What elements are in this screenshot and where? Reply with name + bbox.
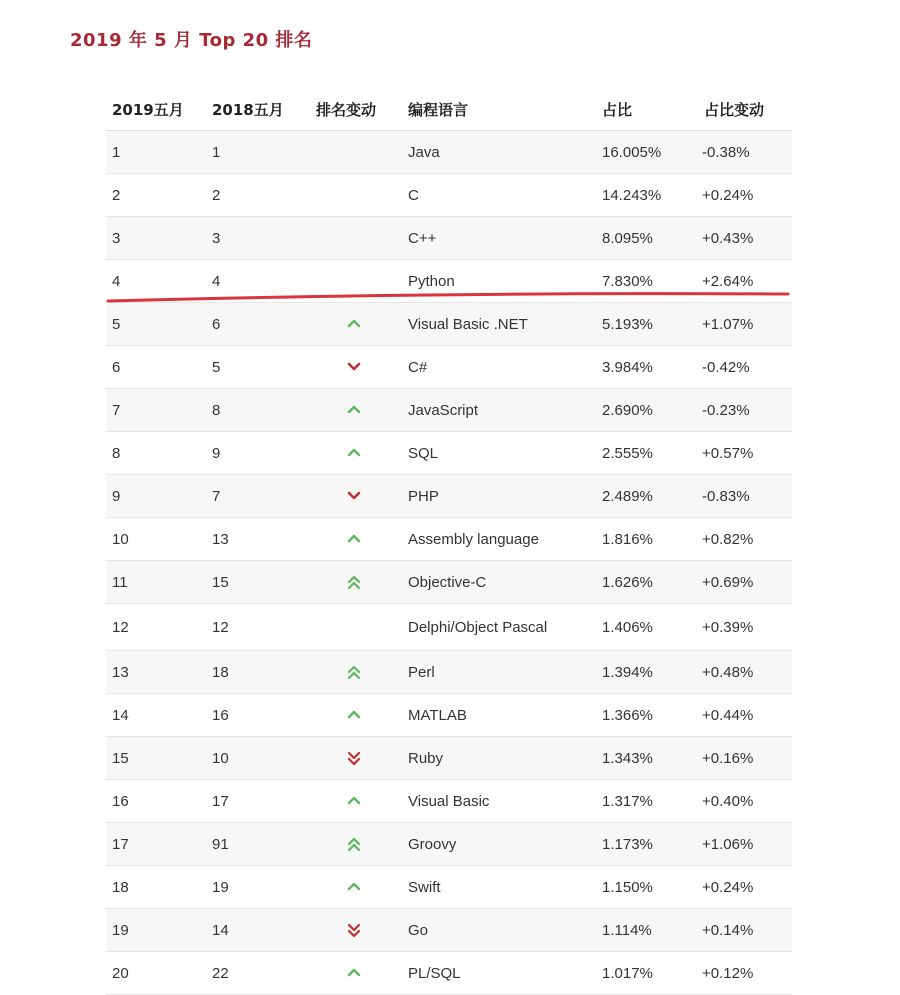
table-row	[106, 737, 792, 780]
rank-2018-cell: 16	[212, 706, 229, 724]
language-cell: Perl	[408, 663, 435, 681]
chevron-up-icon	[347, 446, 361, 460]
table-row	[106, 952, 792, 995]
rank-2018-cell: 14	[212, 921, 229, 939]
share-cell: 1.816%	[602, 530, 653, 548]
rank-2018-cell: 2	[212, 186, 221, 204]
language-cell: SQL	[408, 444, 439, 462]
header-rank-change: 排名变动	[316, 100, 377, 119]
rank-2019-cell: 11	[112, 573, 128, 591]
language-cell: JavaScript	[408, 401, 479, 419]
rank-change-cell	[306, 489, 402, 503]
rank-2019-cell: 2	[112, 186, 121, 204]
header-share-change: 占比变动	[704, 100, 765, 119]
rank-change-cell	[306, 751, 402, 765]
language-cell: C++	[408, 229, 437, 247]
rank-change-cell	[306, 532, 402, 546]
language-cell: Assembly language	[408, 530, 539, 548]
chevron-up-icon	[347, 532, 361, 546]
language-cell: C	[408, 186, 419, 204]
share-cell: 2.555%	[602, 444, 653, 462]
rank-2018-cell: 9	[212, 444, 221, 462]
rank-2019-cell: 7	[112, 401, 121, 419]
double-chevron-up-icon	[347, 665, 361, 679]
share-change-cell: +0.39%	[702, 618, 754, 636]
share-cell: 7.830%	[602, 272, 653, 290]
share-cell: 1.317%	[602, 792, 653, 810]
share-change-cell: +0.12%	[702, 964, 754, 982]
rank-2019-cell: 3	[112, 229, 121, 247]
rank-2018-cell: 3	[212, 229, 221, 247]
table-row	[106, 260, 792, 303]
rank-2018-cell: 13	[212, 530, 229, 548]
language-cell: PHP	[408, 487, 439, 505]
language-cell: Groovy	[408, 835, 457, 853]
share-change-cell: +0.57%	[702, 444, 754, 462]
table-row	[106, 389, 792, 432]
language-cell: MATLAB	[408, 706, 467, 724]
rank-2019-cell: 8	[112, 444, 121, 462]
rank-2019-cell: 16	[112, 792, 129, 810]
table-row	[106, 561, 792, 604]
share-change-cell: +2.64%	[702, 272, 754, 290]
language-cell: Objective-C	[408, 573, 487, 591]
table-row	[106, 303, 792, 346]
share-change-cell: -0.38%	[702, 143, 750, 161]
share-cell: 1.017%	[602, 964, 653, 982]
rank-2019-cell: 18	[112, 878, 129, 896]
page-title: 2019 年 5 月 Top 20 排名	[70, 30, 313, 51]
language-cell: Python	[408, 272, 455, 290]
share-change-cell: +0.82%	[702, 530, 754, 548]
share-change-cell: +0.44%	[702, 706, 754, 724]
chevron-down-icon	[347, 360, 361, 374]
rank-change-cell	[306, 708, 402, 722]
header-rank-2018: 2018五月	[212, 100, 284, 119]
share-cell: 2.690%	[602, 401, 653, 419]
rank-2019-cell: 15	[112, 749, 129, 767]
share-change-cell: +0.24%	[702, 878, 754, 896]
rank-change-cell	[306, 966, 402, 980]
header-rank-2019: 2019五月	[112, 100, 184, 119]
chevron-up-icon	[347, 317, 361, 331]
share-cell: 1.394%	[602, 663, 653, 681]
rank-change-cell	[306, 794, 402, 808]
share-change-cell: -0.83%	[702, 487, 750, 505]
chevron-up-icon	[347, 880, 361, 894]
rank-change-cell	[306, 446, 402, 460]
share-cell: 1.150%	[602, 878, 653, 896]
rank-2018-cell: 91	[212, 835, 229, 853]
double-chevron-down-icon	[347, 923, 361, 937]
table-row	[106, 174, 792, 217]
language-cell: Visual Basic .NET	[408, 315, 528, 333]
share-cell: 1.173%	[602, 835, 653, 853]
rank-2019-cell: 4	[112, 272, 121, 290]
chevron-up-icon	[347, 708, 361, 722]
rank-2019-cell: 17	[112, 835, 129, 853]
share-cell: 16.005%	[602, 143, 662, 161]
share-change-cell: +0.40%	[702, 792, 754, 810]
rank-2019-cell: 13	[112, 663, 129, 681]
rank-change-cell	[306, 317, 402, 331]
rank-2018-cell: 22	[212, 964, 229, 982]
rank-2018-cell: 12	[212, 618, 229, 636]
rank-2019-cell: 12	[112, 618, 129, 636]
language-cell: PL/SQL	[408, 964, 461, 982]
rank-change-cell	[306, 403, 402, 417]
table-row	[106, 694, 792, 737]
language-cell: Go	[408, 921, 429, 939]
rank-change-cell	[306, 665, 402, 679]
share-change-cell: +1.07%	[702, 315, 754, 333]
table-row	[106, 346, 792, 389]
rank-2019-cell: 9	[112, 487, 121, 505]
share-change-cell: +0.16%	[702, 749, 754, 767]
rank-2018-cell: 18	[212, 663, 229, 681]
share-change-cell: -0.23%	[702, 401, 750, 419]
rank-2018-cell: 1	[212, 143, 221, 161]
chevron-down-icon	[347, 489, 361, 503]
rank-change-cell	[306, 837, 402, 851]
table-row	[106, 518, 792, 561]
chevron-up-icon	[347, 794, 361, 808]
share-cell: 5.193%	[602, 315, 653, 333]
rank-2019-cell: 5	[112, 315, 121, 333]
table-row	[106, 217, 792, 260]
rank-change-cell	[306, 923, 402, 937]
rank-2018-cell: 7	[212, 487, 221, 505]
table-header-row	[106, 88, 792, 131]
rank-2018-cell: 6	[212, 315, 221, 333]
language-cell: Java	[408, 143, 440, 161]
share-change-cell: -0.42%	[702, 358, 750, 376]
share-change-cell: +0.24%	[702, 186, 754, 204]
share-cell: 1.366%	[602, 706, 653, 724]
language-cell: Swift	[408, 878, 441, 896]
table-row	[106, 604, 792, 651]
rank-2019-cell: 14	[112, 706, 129, 724]
share-cell: 1.343%	[602, 749, 653, 767]
rank-2018-cell: 15	[212, 573, 229, 591]
rank-2019-cell: 10	[112, 530, 129, 548]
chevron-up-icon	[347, 966, 361, 980]
header-language: 编程语言	[408, 100, 469, 119]
table-row	[106, 131, 792, 174]
header-share: 占比	[602, 100, 633, 119]
chevron-up-icon	[347, 403, 361, 417]
share-change-cell: +1.06%	[702, 835, 754, 853]
rank-2018-cell: 4	[212, 272, 221, 290]
rank-change-cell	[306, 575, 402, 589]
share-change-cell: +0.43%	[702, 229, 754, 247]
rank-2018-cell: 10	[212, 749, 229, 767]
double-chevron-down-icon	[347, 751, 361, 765]
ranking-table	[106, 88, 792, 995]
share-change-cell: +0.48%	[702, 663, 754, 681]
double-chevron-up-icon	[347, 837, 361, 851]
rank-change-cell	[306, 880, 402, 894]
rank-2018-cell: 8	[212, 401, 221, 419]
rank-2018-cell: 17	[212, 792, 229, 810]
share-cell: 8.095%	[602, 229, 653, 247]
rank-2019-cell: 20	[112, 964, 129, 982]
rank-change-cell	[306, 360, 402, 374]
rank-2019-cell: 19	[112, 921, 129, 939]
rank-2019-cell: 6	[112, 358, 121, 376]
rank-2018-cell: 19	[212, 878, 229, 896]
rank-2018-cell: 5	[212, 358, 221, 376]
language-cell: Delphi/Object Pascal	[408, 618, 548, 636]
double-chevron-up-icon	[347, 575, 361, 589]
table-row	[106, 866, 792, 909]
language-cell: C#	[408, 358, 428, 376]
table-row	[106, 475, 792, 518]
rank-2019-cell: 1	[112, 143, 121, 161]
share-change-cell: +0.69%	[702, 573, 754, 591]
table-row	[106, 651, 792, 694]
share-cell: 2.489%	[602, 487, 653, 505]
table-row	[106, 432, 792, 475]
share-cell: 3.984%	[602, 358, 653, 376]
table-row	[106, 780, 792, 823]
share-cell: 1.626%	[602, 573, 653, 591]
language-cell: Ruby	[408, 749, 444, 767]
table-body	[106, 131, 792, 995]
share-cell: 1.406%	[602, 618, 653, 636]
share-cell: 14.243%	[602, 186, 662, 204]
table-row	[106, 909, 792, 952]
language-cell: Visual Basic	[408, 792, 490, 810]
table-row	[106, 823, 792, 866]
share-cell: 1.114%	[602, 921, 652, 939]
share-change-cell: +0.14%	[702, 921, 754, 939]
